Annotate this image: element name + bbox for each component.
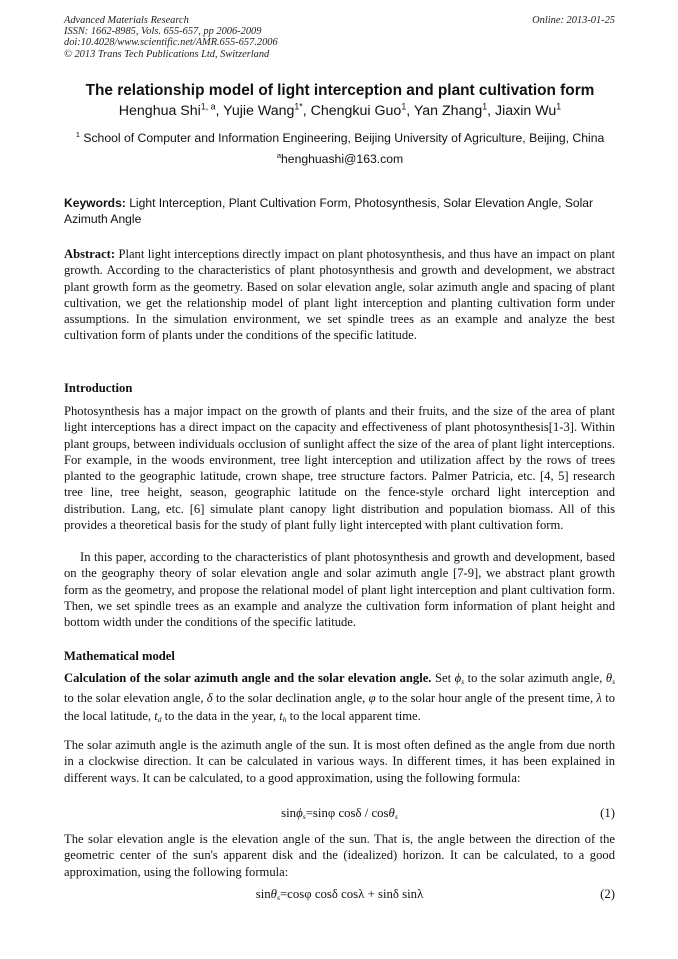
equation-2-number: (2) (600, 887, 615, 901)
copyright-line: © 2013 Trans Tech Publications Ltd, Switzerland (64, 48, 270, 60)
elevation-paragraph: The solar elevation angle is the elevation angle of the sun. That is, the angle between the direction of the geometric center of the sun's apparent disk and the (idealized) horizon. It can be calculated, to a good approximation, using the following formula: (64, 832, 615, 879)
keywords-text: Light Interception, Plant Cultivation Form, Photosynthesis, Solar Elevation Angle, Solar Azimuth Angle (64, 196, 594, 226)
online-date: Online: 2013-01-25 (532, 15, 615, 26)
lambda-symbol: λ (596, 691, 602, 706)
author-name: Henghua Shi (118, 103, 201, 119)
author-name: Yujie Wang (223, 103, 295, 119)
t-symbol: t (154, 708, 158, 723)
eq2-rhs: =cosφ cosδ cosλ + sinδ sinλ (279, 887, 424, 901)
author-sup: 1 (556, 101, 562, 112)
elevation-symbol (606, 671, 615, 685)
def-text: to the data in the year, (161, 708, 280, 723)
theta-symbol: θ (388, 806, 395, 820)
td-sub: d (157, 714, 162, 724)
equation-2 (64, 887, 615, 905)
introduction-paragraph-2: In this paper, according to the characteristics of plant photosynthesis and growth and development, based on the geography theory of solar elevation angle and solar azimuth angle [7-9], we abstract plant growth form as the geometry, and propose the relational model of plant light interception and plant cultivation form. Then, we set spindle trees as an example and analyze the cultivation form information of plant height and bottom width under the conditions of the specific latitude. (64, 550, 615, 630)
def-text: to the solar declination angle, (212, 691, 369, 706)
introduction-paragraph-1: Photosynthesis has a major impact on the growth of plants and their fruits, and the size of the area of plant light interceptions has a direct impact on the capacity and effectiveness of plant photosynthesis[1-3]. Within plant groups, between individuals occlusion of sunlight affect the size of the area of plant light interceptions. For example, in the woods environment, tree light interception and utilization affect by the rows of trees planted to the geographic latitude, crown shape, tree structure factors. Palmer Patricia, etc. [4, 5] research tree line, tree height, season, geographic latitude on the fence-style orchard light interception and distribution. Lang, etc. [6] simulate plant canopy light distribution and population biomass. All of this provides a theoretical basis for the study of plant fully light intercepted with plant cultivation form. (64, 404, 615, 533)
theta-sub: s (612, 676, 615, 686)
equation-1-number: (1) (600, 806, 615, 820)
author-list: Henghua Shi$^{1, a}$, Yujie Wang$^{1*}$, Chengkui Guo$^1$, Yan Zhang$^1$, Jiaxin Wu$^1$ (118, 101, 562, 119)
varphi-symbol: φ (368, 691, 376, 706)
author-name: Jiaxin Wu (495, 103, 557, 119)
azimuth-symbol (455, 671, 464, 685)
phi-symbol: ϕ (454, 671, 462, 685)
affiliation-text: School of Computer and Information Engineering, Beijing University of Agriculture, Beijing, China (83, 131, 605, 145)
doi-line: doi:10.4028/www.scientific.net/AMR.655-657.2006 (64, 37, 278, 49)
keywords-label: Keywords: (64, 196, 126, 210)
author-name: Yan Zhang (413, 103, 483, 119)
affiliation (40, 131, 640, 145)
model-sub-heading: Calculation of the solar azimuth angle and the solar elevation angle. (64, 671, 432, 685)
journal-header (64, 15, 615, 60)
theta-sub: s (276, 892, 280, 902)
phi-sub: s (461, 676, 465, 686)
delta-symbol: δ (206, 691, 213, 706)
eq1-lhs: sin (281, 806, 297, 820)
def-text: to the solar azimuth angle, (464, 671, 606, 685)
journal-name: Advanced Materials Research (64, 15, 189, 26)
introduction-heading: Introduction (64, 381, 133, 395)
issn-line: ISSN: 1662-8985, Vols. 655-657, pp 2006-2009 (64, 26, 262, 38)
eq2-lhs: sin (255, 887, 271, 901)
email-address: henghuashi@163.com (281, 152, 404, 166)
phi-sub: s (302, 811, 306, 821)
author-name: Chengkui Guo (310, 103, 402, 119)
equation-1 (64, 806, 615, 824)
affiliation-sup: 1 (75, 129, 80, 139)
theta-sub: s (394, 811, 398, 821)
equation-2-expression (64, 887, 615, 902)
email-sup: a (276, 150, 282, 160)
phi-symbol: ϕ (296, 806, 303, 820)
def-text: to the local apparent time. (286, 708, 421, 723)
theta-symbol: θ (270, 887, 277, 901)
t-symbol: t (279, 708, 283, 723)
azimuth-paragraph: The solar azimuth angle is the azimuth angle of the sun. It is most often defined as the angle from due north in a clockwise direction. It can be calculated in various ways. In different times, it has been explained in different ways. It can be calculated, to a good approximation, using the following formula: (64, 738, 615, 785)
def-text: to the local latitude, (64, 691, 615, 723)
email (40, 152, 640, 166)
definitions-paragraph (64, 670, 615, 728)
abstract-text: Plant light interceptions directly impact on plant photosynthesis, and thus have an impact on plant growth. According to the characteristics of plant photosynthesis and growth and development, we abstract plant growth form as the geometry. Based on solar elevation angle, solar azimuth angle and spacing of plant cultivation, we get the relationship model of plant light interception and planting cultivation form under assumptions. In the simulation environment, we set spindle trees as an example and analyze the best cultivation form of plants under the conditions of the specific latitude. (64, 247, 615, 343)
def-text: to the solar hour angle of the present time, (375, 691, 597, 706)
author-sup: 1 (482, 101, 488, 112)
model-heading: Mathematical model (64, 649, 175, 663)
equation-1-expression (64, 806, 615, 821)
theta-symbol: θ (605, 671, 613, 685)
abstract (64, 246, 615, 344)
eq1-rhs: =sinφ cosδ / cos (305, 806, 389, 820)
time-symbol (279, 709, 286, 723)
def-text: Set (431, 671, 455, 685)
author-sup: 1, a (200, 101, 216, 112)
def-text: to the solar elevation angle, (64, 691, 207, 706)
th-sub: h (282, 714, 287, 724)
date-symbol (154, 709, 161, 723)
keywords (64, 195, 615, 227)
author-sup: 1 (401, 101, 407, 112)
paper-title: The relationship model of light interception and plant cultivation form (85, 82, 595, 99)
author-sup: 1* (294, 101, 303, 112)
abstract-label: Abstract: (64, 247, 116, 261)
